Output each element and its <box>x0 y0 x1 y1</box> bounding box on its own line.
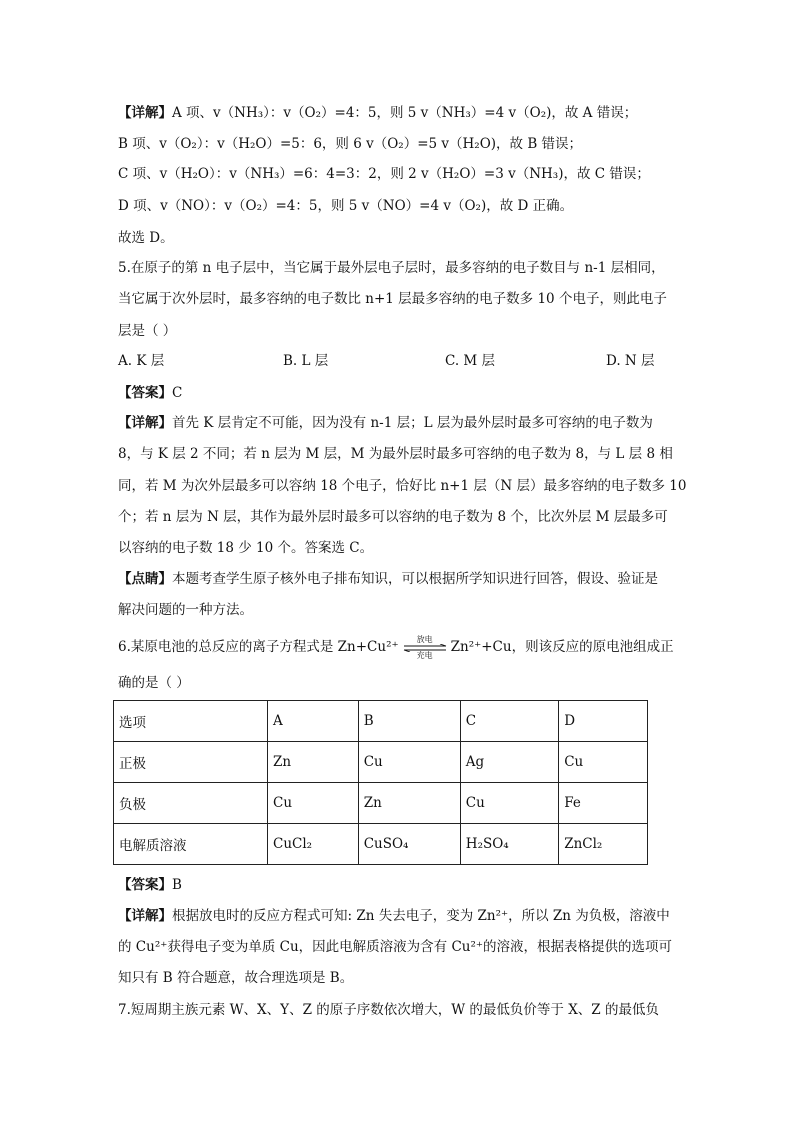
q6-detail-1: 【详解】根据放电时的反应方程式可知: Zn 失去电子，变为 Zn²⁺，所以 Zn 为负极，溶液中 <box>118 908 670 924</box>
q4-detail-line-c: C 项、v（H₂O）：v（NH₃）=6：4=3：2，则 2 v（H₂O）=3 v（NH₃)，故 C 错误； <box>118 166 650 182</box>
q6-answer: 【答案】B <box>118 877 182 893</box>
table-cell: CuCl₂ <box>268 824 359 865</box>
table-cell: Fe <box>559 783 648 824</box>
table-row <box>114 783 648 824</box>
q5-detail-3: 同，若 M 为次外层最多可以容纳 18 个电子，恰好比 n+1 层（N 层）最多容纳的电子数多 10 <box>118 478 687 494</box>
q5-detail-5: 以容纳的电子数 18 少 10 个。答案选 C。 <box>118 540 374 556</box>
q5-comment-2: 解决问题的一种方法。 <box>118 602 253 618</box>
q5-stem-1: 5.在原子的第 n 电子层中，当它属于最外层电子层时，最多容纳的电子数目与 n-1 层相同， <box>118 260 665 276</box>
table-cell: Cu <box>268 783 359 824</box>
table-cell: Cu <box>559 742 648 783</box>
table-header-row <box>114 701 648 742</box>
table-cell: 选项 <box>114 701 268 742</box>
table-cell: 电解质溶液 <box>114 824 268 865</box>
table-cell: 正极 <box>114 742 268 783</box>
q5-stem-2: 当它属于次外层时，最多容纳的电子数比 n+1 层最多容纳的电子数多 10 个电子，则此电子 <box>118 291 667 307</box>
q5-option-a: A. K 层 <box>118 353 165 369</box>
table-cell: B <box>358 701 460 742</box>
q4-detail-line-d: D 项、v（NO）：v（O₂）=4：5，则 5 v（NO）=4 v（O₂)，故 D 正确。 <box>118 198 574 214</box>
table-cell: 负极 <box>114 783 268 824</box>
table-cell: Cu <box>460 783 558 824</box>
q6-stem-1: 6.某原电池的总反应的离子方程式是 Zn+Cu²⁺ 放电 充电 Zn²⁺+Cu，则该反应的原电池组成正 <box>118 634 674 660</box>
q6-detail-3: 知只有 B 符合题意，故合理选项是 B。 <box>118 970 354 986</box>
table-cell: A <box>268 701 359 742</box>
reversible-arrow-icon: 放电 充电 <box>402 638 448 658</box>
q5-option-d: D. N 层 <box>606 353 655 369</box>
table-cell: ZnCl₂ <box>559 824 648 865</box>
table-cell: Zn <box>358 783 460 824</box>
q6-detail-2: 的 Cu²⁺获得电子变为单质 Cu，因此电解质溶液为含有 Cu²⁺的溶液，根据表格提供的选项可 <box>118 939 673 955</box>
q6-options-table <box>113 700 648 865</box>
table-cell: Ag <box>460 742 558 783</box>
q5-comment-1: 【点睛】本题考查学生原子核外电子排布知识，可以根据所学知识进行回答，假设、验证是 <box>118 571 658 587</box>
table-cell: D <box>559 701 648 742</box>
table-cell: CuSO₄ <box>358 824 460 865</box>
table-cell: Cu <box>358 742 460 783</box>
q5-answer: 【答案】C <box>118 385 183 401</box>
table-cell: C <box>460 701 558 742</box>
q7-stem-1: 7.短周期主族元素 W、X、Y、Z 的原子序数依次增大，W 的最低负价等于 X、Z 的最低负 <box>118 1002 659 1018</box>
table-row <box>114 742 648 783</box>
table-cell: H₂SO₄ <box>460 824 558 865</box>
q5-detail-1: 【详解】首先 K 层肯定不可能，因为没有 n-1 层；L 层为最外层时最多可容纳的电子数为 <box>118 415 653 431</box>
q4-detail-line-a: 【详解】A 项、v（NH₃）：v（O₂）=4：5，则 5 v（NH₃）=4 v（O₂)，故 A 错误； <box>118 105 638 121</box>
table-cell: Zn <box>268 742 359 783</box>
q5-option-c: C. M 层 <box>445 353 496 369</box>
detail-tag: 【详解】 <box>118 105 172 121</box>
q6-stem-2: 确的是（ ） <box>118 675 190 691</box>
table-row <box>114 824 648 865</box>
q5-detail-4: 个；若 n 层为 N 层，其作为最外层时最多可以容纳的电子数为 8 个，比次外层 M 层最多可 <box>118 509 668 525</box>
q4-detail-line-b: B 项、v（O₂）：v（H₂O）=5：6，则 6 v（O₂）=5 v（H₂O)，故 B 错误； <box>118 136 583 152</box>
q5-stem-3: 层是（ ） <box>118 323 177 339</box>
q5-detail-2: 8，与 K 层 2 不同；若 n 层为 M 层，M 为最外层时最多可容纳的电子数为 8，与 L 层 8 相 <box>118 446 673 462</box>
q5-option-b: B. L 层 <box>283 353 329 369</box>
q4-conclusion: 故选 D。 <box>118 230 174 246</box>
